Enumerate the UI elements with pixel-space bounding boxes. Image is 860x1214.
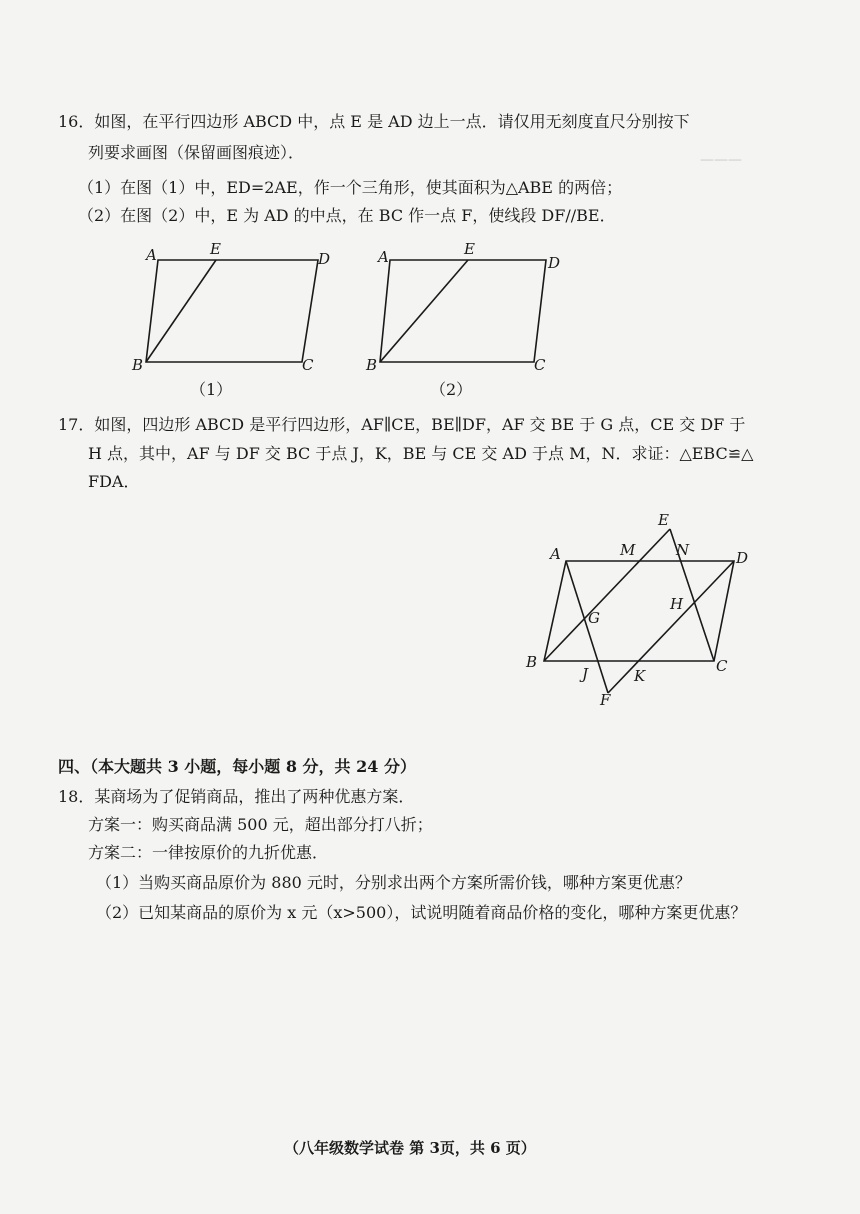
q17-label-h: H (670, 595, 684, 613)
q18-part2: （2）已知某商品的原价为 x 元（x>500），试说明随着商品价格的变化，哪种方案更优惠？ (96, 903, 747, 922)
fig2-label-c: C (534, 356, 546, 374)
q17-figure (520, 505, 780, 710)
q16-stem-line1: 16．如图，在平行四边形 ABCD 中，点 E 是 AD 边上一点．请仅用无刻度直尺分别按下 (58, 112, 690, 131)
fig1-label-c: C (302, 356, 314, 374)
q17-label-f: F (600, 691, 611, 709)
q17-label-k: K (634, 667, 646, 685)
q17-label-m: M (620, 541, 636, 559)
q17-label-g: G (588, 609, 600, 627)
q18-plan1: 方案一：购买商品满 500 元，超出部分打八折； (88, 815, 433, 834)
fig1-parallelogram (146, 260, 318, 362)
fig2-parallelogram (380, 260, 546, 362)
q17-label-e: E (658, 511, 669, 529)
fig1-caption: （1） (190, 380, 233, 399)
q17-label-n: N (676, 541, 690, 559)
fig2-caption: （2） (430, 380, 473, 399)
bleed-through-right: ——— (700, 152, 742, 168)
fig2-label-d: D (548, 254, 561, 272)
q16-stem-line2: 列要求画图（保留画图痕迹）． (88, 143, 305, 162)
q17-label-a: A (550, 545, 561, 563)
page-footer: （八年级数学试卷 第 3页，共 6 页） (284, 1139, 536, 1157)
fig1-label-d: D (318, 250, 331, 268)
fig2-segment-be (380, 260, 468, 362)
q17-parallelogram (544, 561, 734, 661)
q16-part2: （2）在图（2）中，E 为 AD 的中点，在 BC 作一点 F，使线段 DF//BE． (78, 206, 616, 225)
q17-line-be (544, 529, 670, 661)
q17-label-d: D (736, 549, 749, 567)
q17-line2: H 点，其中，AF 与 DF 交 BC 于点 J，K，BE 与 CE 交 AD 于点 M，N．求证：△EBC≌△ (88, 444, 754, 463)
fig1-label-e: E (210, 240, 221, 258)
q16-figure-2 (360, 240, 580, 400)
q17-line3: FDA． (88, 472, 140, 491)
fig2-label-a: A (378, 248, 389, 266)
section4-heading: 四、（本大题共 3 小题，每小题 8 分，共 24 分） (58, 757, 416, 776)
q17-label-j: J (582, 665, 589, 683)
fig2-label-e: E (464, 240, 475, 258)
fig1-label-a: A (146, 246, 157, 264)
q18-part1: （1）当购买商品原价为 880 元时，分别求出两个方案所需价钱，哪种方案更优惠？ (96, 873, 691, 892)
q18-stem: 18．某商场为了促销商品，推出了两种优惠方案． (58, 787, 415, 806)
q17-line1: 17．如图，四边形 ABCD 是平行四边形，AF∥CE，BE∥DF，AF 交 BE 于 G 点，CE 交 DF 于 (58, 415, 746, 434)
q17-label-c: C (716, 657, 728, 675)
fig1-label-b: B (132, 356, 144, 374)
q17-label-b: B (526, 653, 538, 671)
fig2-label-b: B (366, 356, 378, 374)
q16-part1: （1）在图（1）中，ED=2AE，作一个三角形，使其面积为△ABE 的两倍； (78, 178, 623, 197)
q18-plan2: 方案二：一律按原价的九折优惠． (88, 843, 329, 862)
q16-figure-1 (128, 240, 331, 400)
